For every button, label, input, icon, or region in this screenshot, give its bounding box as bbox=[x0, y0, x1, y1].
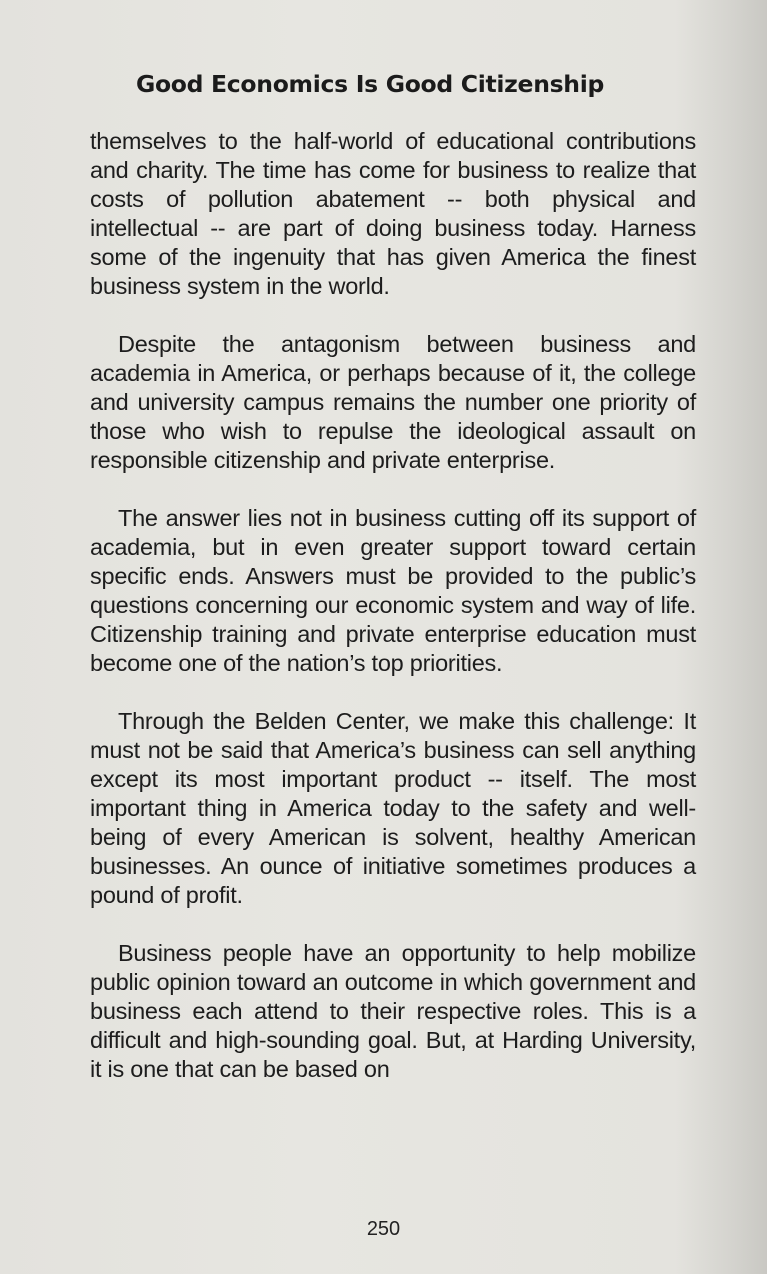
paragraph-4: Through the Belden Center, we make this challenge: It must not be said that America’s business can sell anything except its most important product -- itself. The most important thing in America today to the safety and well-being of every American is solvent, healthy American businesses. An ounce of initiative sometimes produces a pound of profit. bbox=[90, 708, 696, 908]
paragraph-5: Business people have an opportunity to help mobilize public opinion toward an outcome in which government and business each attend to their respective roles. This is a difficult and high-sounding goal. But, at Harding University, it is one that can be based on bbox=[90, 940, 696, 1082]
paragraph-1: themselves to the half-world of educational contributions and charity. The time has come for business to realize that costs of pollution abatement -- both physical and intellectual -- are part of doing business today. Harness some of the ingenuity that has given America the finest business system in the world. bbox=[90, 128, 696, 299]
paragraph-2: Despite the antagonism between business and academia in America, or perhaps because of it, the college and university campus remains the number one priority of those who wish to repulse the ideological assault on responsible citizenship and private enterprise. bbox=[90, 331, 696, 473]
paragraph-3: The answer lies not in business cutting off its support of academia, but in even greater support toward certain specific ends. Answers must be provided to the public’s questions concerning our economic system and way of life. Citizenship training and private enterprise education must become one of the nation’s top priorities. bbox=[90, 505, 696, 676]
body-text bbox=[90, 127, 696, 1113]
page-title: Good Economics Is Good Citizenship bbox=[135, 70, 605, 98]
page-number: 250 bbox=[366, 1218, 401, 1240]
